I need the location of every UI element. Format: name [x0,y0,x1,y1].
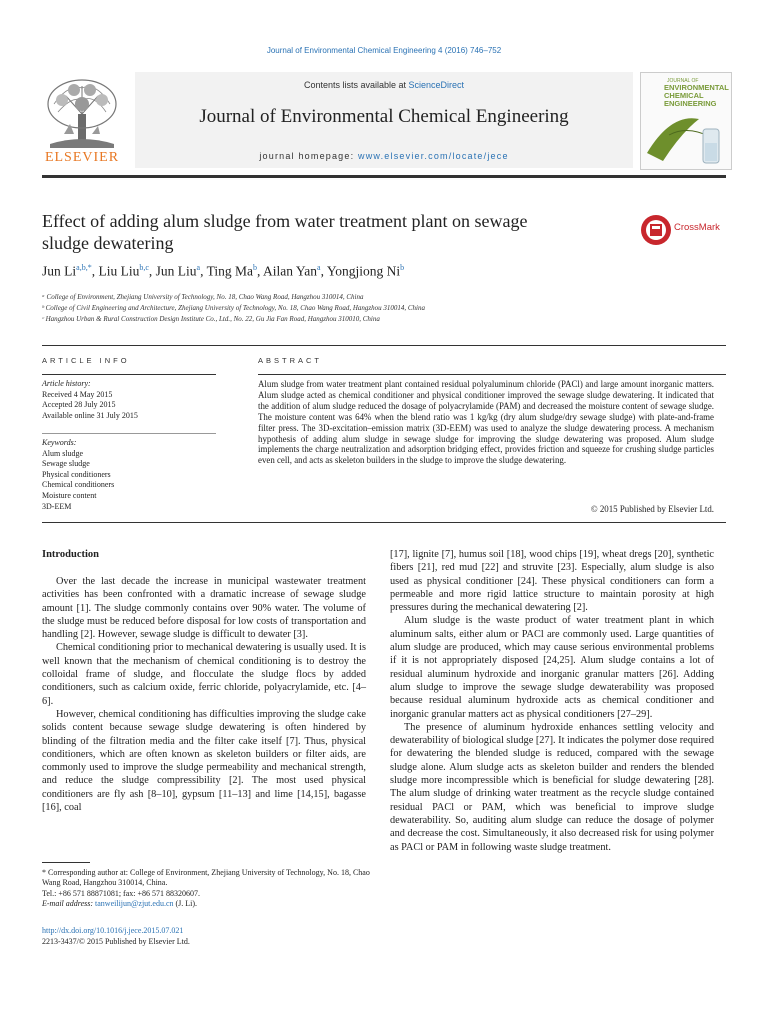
contents-line [135,80,633,90]
author-name[interactable]: Jun Liu [155,263,197,279]
footnote-email-line [42,899,370,909]
keyword: Chemical conditioners [42,480,115,490]
author-affiliation-marker[interactable]: b [253,263,258,272]
footnote-corresponding: * Corresponding author at: College of Environment, Zhejiang University of Technology, No. 18, Chao Wang Road, Hangzhou 310014, China. [42,868,370,888]
history-label: Article history: [42,379,91,388]
author-list: Jun $Li^{a,b,*}$, Liu Liu$^{b,c}$, Jun Liu$^a$, Ting Ma$^b$, Ailan Yan$^a$, Yongjiong Ni$^b$ [42,263,405,279]
crossmark-label: CrossMark [674,222,720,233]
email-link[interactable]: tanweilijun@zjut.edu.cn [95,898,174,908]
issn-line: 2213-3437/© 2015 Published by Elsevier Ltd. [42,936,190,946]
article-info-heading: ARTICLE INFO [42,356,130,365]
elsevier-wordmark: ELSEVIER [44,150,120,165]
sciencedirect-link[interactable]: ScienceDirect [408,80,465,90]
author-name[interactable]: Ailan Yan [263,263,318,279]
body-paragraph: [17], lignite [7], humus soil [18], wood chips [19], wheat dregs [20], synthetic fibers [21], red mud [22] and struvite [23]. Especially, alum sludge is also used as physical conditioner [24]. These physical conditioners can form a permeable and more rigid lattice structure to maintain porosity at high pressures during the mechanical dewatering [2]. [390,549,714,614]
author-affiliation-marker[interactable]: a,b,* [76,263,92,272]
section-rule [42,345,726,346]
contents-prefix: Contents lists available at [303,80,409,90]
corresponding-author-footnote [42,868,370,909]
body-paragraph: Over the last decade the increase in municipal wastewater treatment activities has been confronted with a dramatic increase of sewage sludge amount [1]. The sludge commonly contains over 90% water. The volume of the sludge must be reduced before disposal for low costs of transportation and handling [2]. However, sewage sludge is difficult to dewater [3]. [42,576,366,641]
abstract-bottom-rule [42,522,726,523]
author-affiliation-marker[interactable]: b,c [139,263,149,272]
cover-text-line3: CHEMICAL [664,91,704,100]
abstract-rule [258,374,726,375]
journal-homepage [135,151,633,161]
keyword: Sewage sludge [42,459,90,469]
footnote-rule [42,862,90,863]
keyword: Physical conditioners [42,469,111,479]
affiliation-c: ᶜ Hangzhou Urban & Rural Construction Design Institute Co., Ltd., No. 22, Gu Jia Fan Road, Hangzhou 310010, China [42,315,380,323]
footnote-phone: Tel.: +86 571 88871081; fax: +86 571 88320607. [42,888,201,898]
homepage-prefix: journal homepage: [259,151,358,161]
email-suffix: (J. Li). [173,898,198,908]
author-affiliation-marker[interactable]: a [317,263,321,272]
abstract-heading: ABSTRACT [258,356,323,365]
abstract-text: Alum sludge from water treatment plant contained residual polyaluminum chloride (PACl) and large amount inorganic matters. Alum sludge acted as chemical conditioner and physical conditioner improved the sewage sludge dewatering. It indicated that the addition of alum sludge reduced the dosage of polyacrylamide (PAM) and decreased the moisture content of sewage sludge. The moisture content was 64% when the blend ratio was 1 kg/kg (dry alum sludge/dry sewage sludge) with plate-and-frame filter press. The 3D-excitation–emission matrix (3D-EEM) was used to analyze the sludge dewatering process. A mechanism hypothesis of adding alum sludge in sewage sludge for improving the sludge dewatering was proposed. Alum sludge implements the charge neutralization and adsorption bridging effect, provides friction and squeeze for crushing sludge particles even cell, and acts as skeleton builders in the sludge to improve the sludge dewatering. [258,379,714,466]
body-paragraph: However, chemical conditioning has difficulties improving the sludge cake solids content because sewage sludge dewatering is often hindered by blinding of the filtration media and the filter cake itself [7]. Thus, physical conditioners, which are often known as skeleton builders or filter aids, are commonly used to improve the sludge permeability and mechanical strength, and reduce the sludge compressibility [2]. The most used physical conditioners are fly ash [8–10], gypsum [11–13] and lime [14,15], bagasse [16], coal [42,708,366,814]
cover-text-line4: ENGINEERING [664,99,717,108]
author-affiliation-marker[interactable]: b [400,263,405,272]
body-paragraph: Chemical conditioning prior to mechanical dewatering is usually used. It is well known that the mechanism of chemical conditioning is to destroy the colloidal frame of sludge, and flocculate the sludge flocs by added conditioners, such as calcium oxide, ferric chloride, polyacrylamide, etc. [4–6]. [42,642,366,707]
info-divider [42,433,216,434]
author-name[interactable]: Liu Liu [98,263,140,279]
accepted-date: Accepted 28 July 2015 [42,400,116,410]
right-column [390,548,714,854]
email-label: E-mail address: [42,898,96,908]
received-date: Received 4 May 2015 [42,389,113,399]
doi-link[interactable]: http://dx.doi.org/10.1016/j.jece.2015.07.021 [42,926,184,935]
body-paragraph: Alum sludge is the waste product of water treatment plant in which aluminum salts, either alum or PACl are commonly used. Large quantities of alum sludge are produced, which may cause serious environmental problems if it is not appropriately disposed [24,25]. Alum sludge contains a lot of residual aluminum hydroxide and inorganic granular matters [26]. Adding alum sludge to improve the sewage sludge dewaterability was proposed because residual aluminum hydroxide acts as chemical conditioner and inorganic granular matters act as physical conditioners [27–29]. [390,615,714,720]
keyword: Alum sludge [42,448,84,458]
body-paragraph: The presence of aluminum hydroxide enhances settling velocity and dewaterability of biological sludge [27]. It indicates the polymer dose required for dewatering the blended sludge is reduced, compared with the sewage sludge alone. Alum sludge acts as skeleton builder and renders the blended sludge more incompressible which is beneficial for sludge dewatering [28]. The alum sludge of drinking water treatment as the recycle sludge contained residual PACl or PAM, which was beneficial to improve sludge dewaterability. So, auditing alum sludge can reduce the dosage of polymer and decrease the cost. Simultaneously, it also decreased risk for using polymer as PACl or PAM in following waste sludge treatment. [390,721,714,853]
homepage-link[interactable]: www.elsevier.com/locate/jece [358,151,509,161]
online-date: Available online 31 July 2015 [42,410,138,420]
crossmark-badge[interactable] [640,212,726,248]
keyword: Moisture content [42,490,97,500]
cover-text-line1: JOURNAL OF [667,78,699,84]
author-affiliation-marker[interactable]: a [196,263,201,272]
keyword: 3D-EEM [42,501,72,511]
article-title-line2: sludge dewatering [42,233,174,253]
header-rule [42,175,726,178]
keywords-label: Keywords: [42,438,77,447]
journal-reference[interactable]: Journal of Environmental Chemical Engineering 4 (2016) 746–752 [266,46,502,55]
author-name[interactable]: Jun Li [42,263,77,279]
left-column [42,575,366,814]
affiliation-b: ᵇ College of Civil Engineering and Architecture, Zhejiang University of Technology, No. 18, Chao Wang Road, Hangzhou 310014, China [42,304,425,312]
keywords-block [42,438,216,512]
article-history [42,379,216,421]
author-name[interactable]: Ting Ma [206,263,254,279]
author-name[interactable]: Yongjiong Ni [326,263,401,279]
abstract-copyright: © 2015 Published by Elsevier Ltd. [590,504,714,514]
article-info-rule [42,374,216,375]
journal-title: Journal of Environmental Chemical Engineering [199,106,569,127]
article-title-line1: Effect of adding alum sludge from water treatment plant on sewage [42,211,528,231]
cover-text-line2: ENVIRONMENTAL [664,83,729,92]
doi-block [42,926,190,947]
affiliation-a: ᵃ College of Environment, Zhejiang University of Technology, No. 18, Chao Wang Road, Hangzhou 310014, China [42,293,364,301]
introduction-heading: Introduction [42,549,99,560]
cover-text-title [664,84,729,108]
article-title [42,210,622,254]
